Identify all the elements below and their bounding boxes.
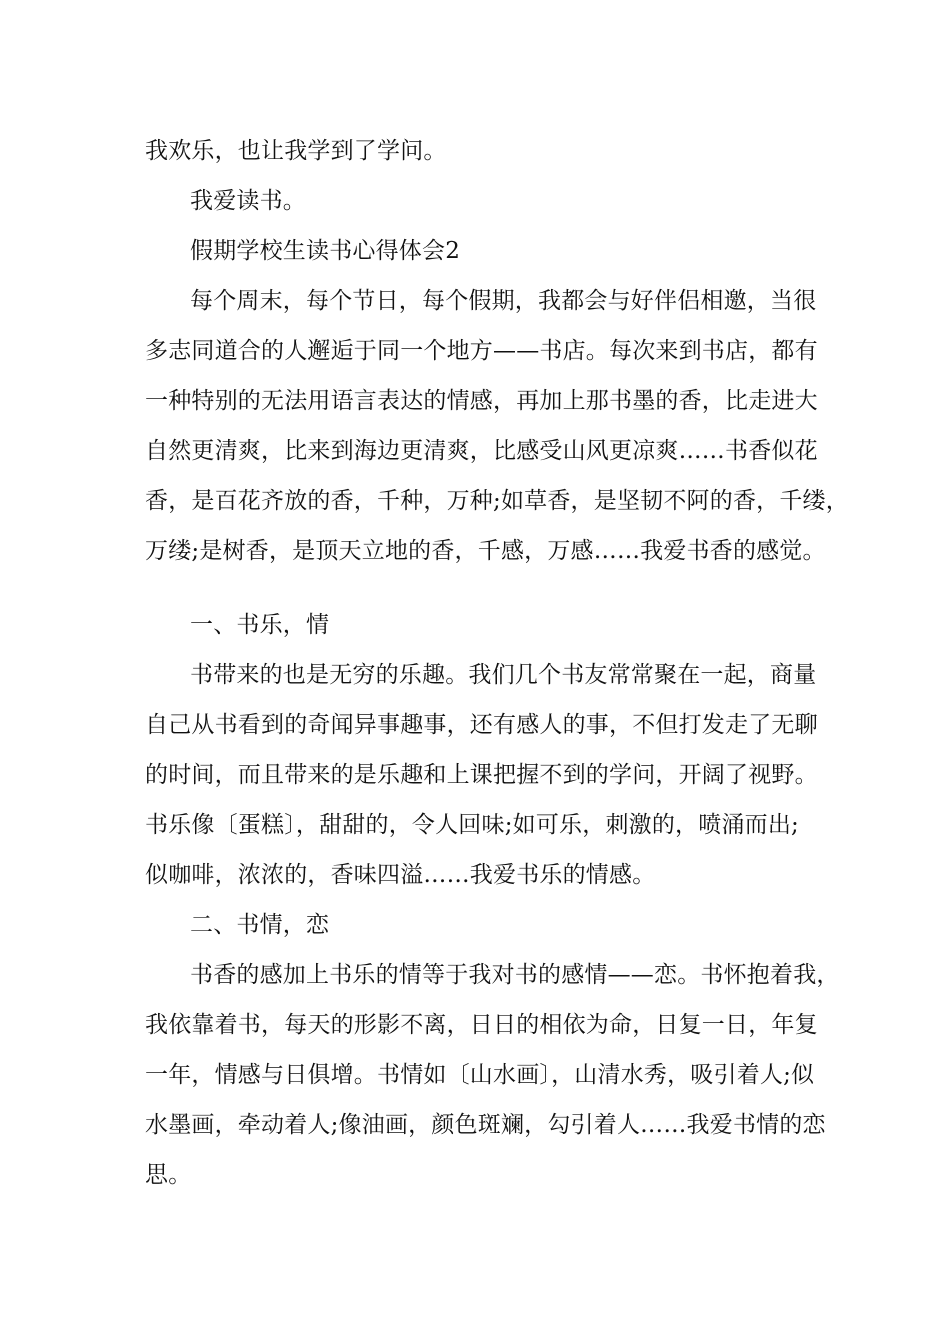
paragraph-line: 书香的感加上书乐的情等于我对书的感情——恋。书怀抱着我， [190,962,840,988]
section-title: 假期学校生读书心得体会2 [190,238,461,264]
paragraph-line: 我依靠着书，每天的形影不离，日日的相依为命，日复一日，年复 [145,1012,818,1038]
text-line: 我爱读书。 [190,188,306,214]
paragraph-line: 书乐像〔蛋糕〕，甜甜的，令人回味;如可乐，刺激的，喷涌而出; [145,812,799,838]
paragraph-line: 思。 [145,1162,192,1188]
paragraph-line: 多志同道合的人邂逅于同一个地方——书店。每次来到书店，都有 [145,338,818,364]
paragraph-line: 水墨画，牵动着人;像油画，颜色斑斓，勾引着人……我爱书情的恋 [145,1112,826,1138]
paragraph-line: 香，是百花齐放的香，千种，万种;如草香，是坚韧不阿的香，千缕， [145,488,849,514]
section-heading: 二、书情，恋 [190,912,330,938]
paragraph-line: 每个周末，每个节日，每个假期，我都会与好伴侣相邀，当很 [190,288,817,314]
paragraph-line: 似咖啡，浓浓的，香味四溢……我爱书乐的情感。 [145,862,656,888]
paragraph-line: 自己从书看到的奇闻异事趣事，还有感人的事，不但打发走了无聊 [145,712,818,738]
paragraph-line: 一种特别的无法用语言表达的情感，再加上那书墨的香，比走进大 [145,388,818,414]
text-line: 我欢乐，也让我学到了学问。 [145,138,447,164]
section-heading: 一、书乐，情 [190,612,330,638]
paragraph-line: 自然更清爽，比来到海边更清爽，比感受山风更凉爽……书香似花 [145,438,818,464]
paragraph-line: 万缕;是树香，是顶天立地的香，千感，万感……我爱书香的感觉。 [145,538,826,564]
paragraph-line: 书带来的也是无穷的乐趣。我们几个书友常常聚在一起，商量 [190,662,817,688]
paragraph-line: 一年，情感与日俱增。书情如〔山水画〕，山清水秀，吸引着人;似 [145,1062,815,1088]
paragraph-line: 的时间，而且带来的是乐趣和上课把握不到的学问，开阔了视野。 [145,762,818,788]
